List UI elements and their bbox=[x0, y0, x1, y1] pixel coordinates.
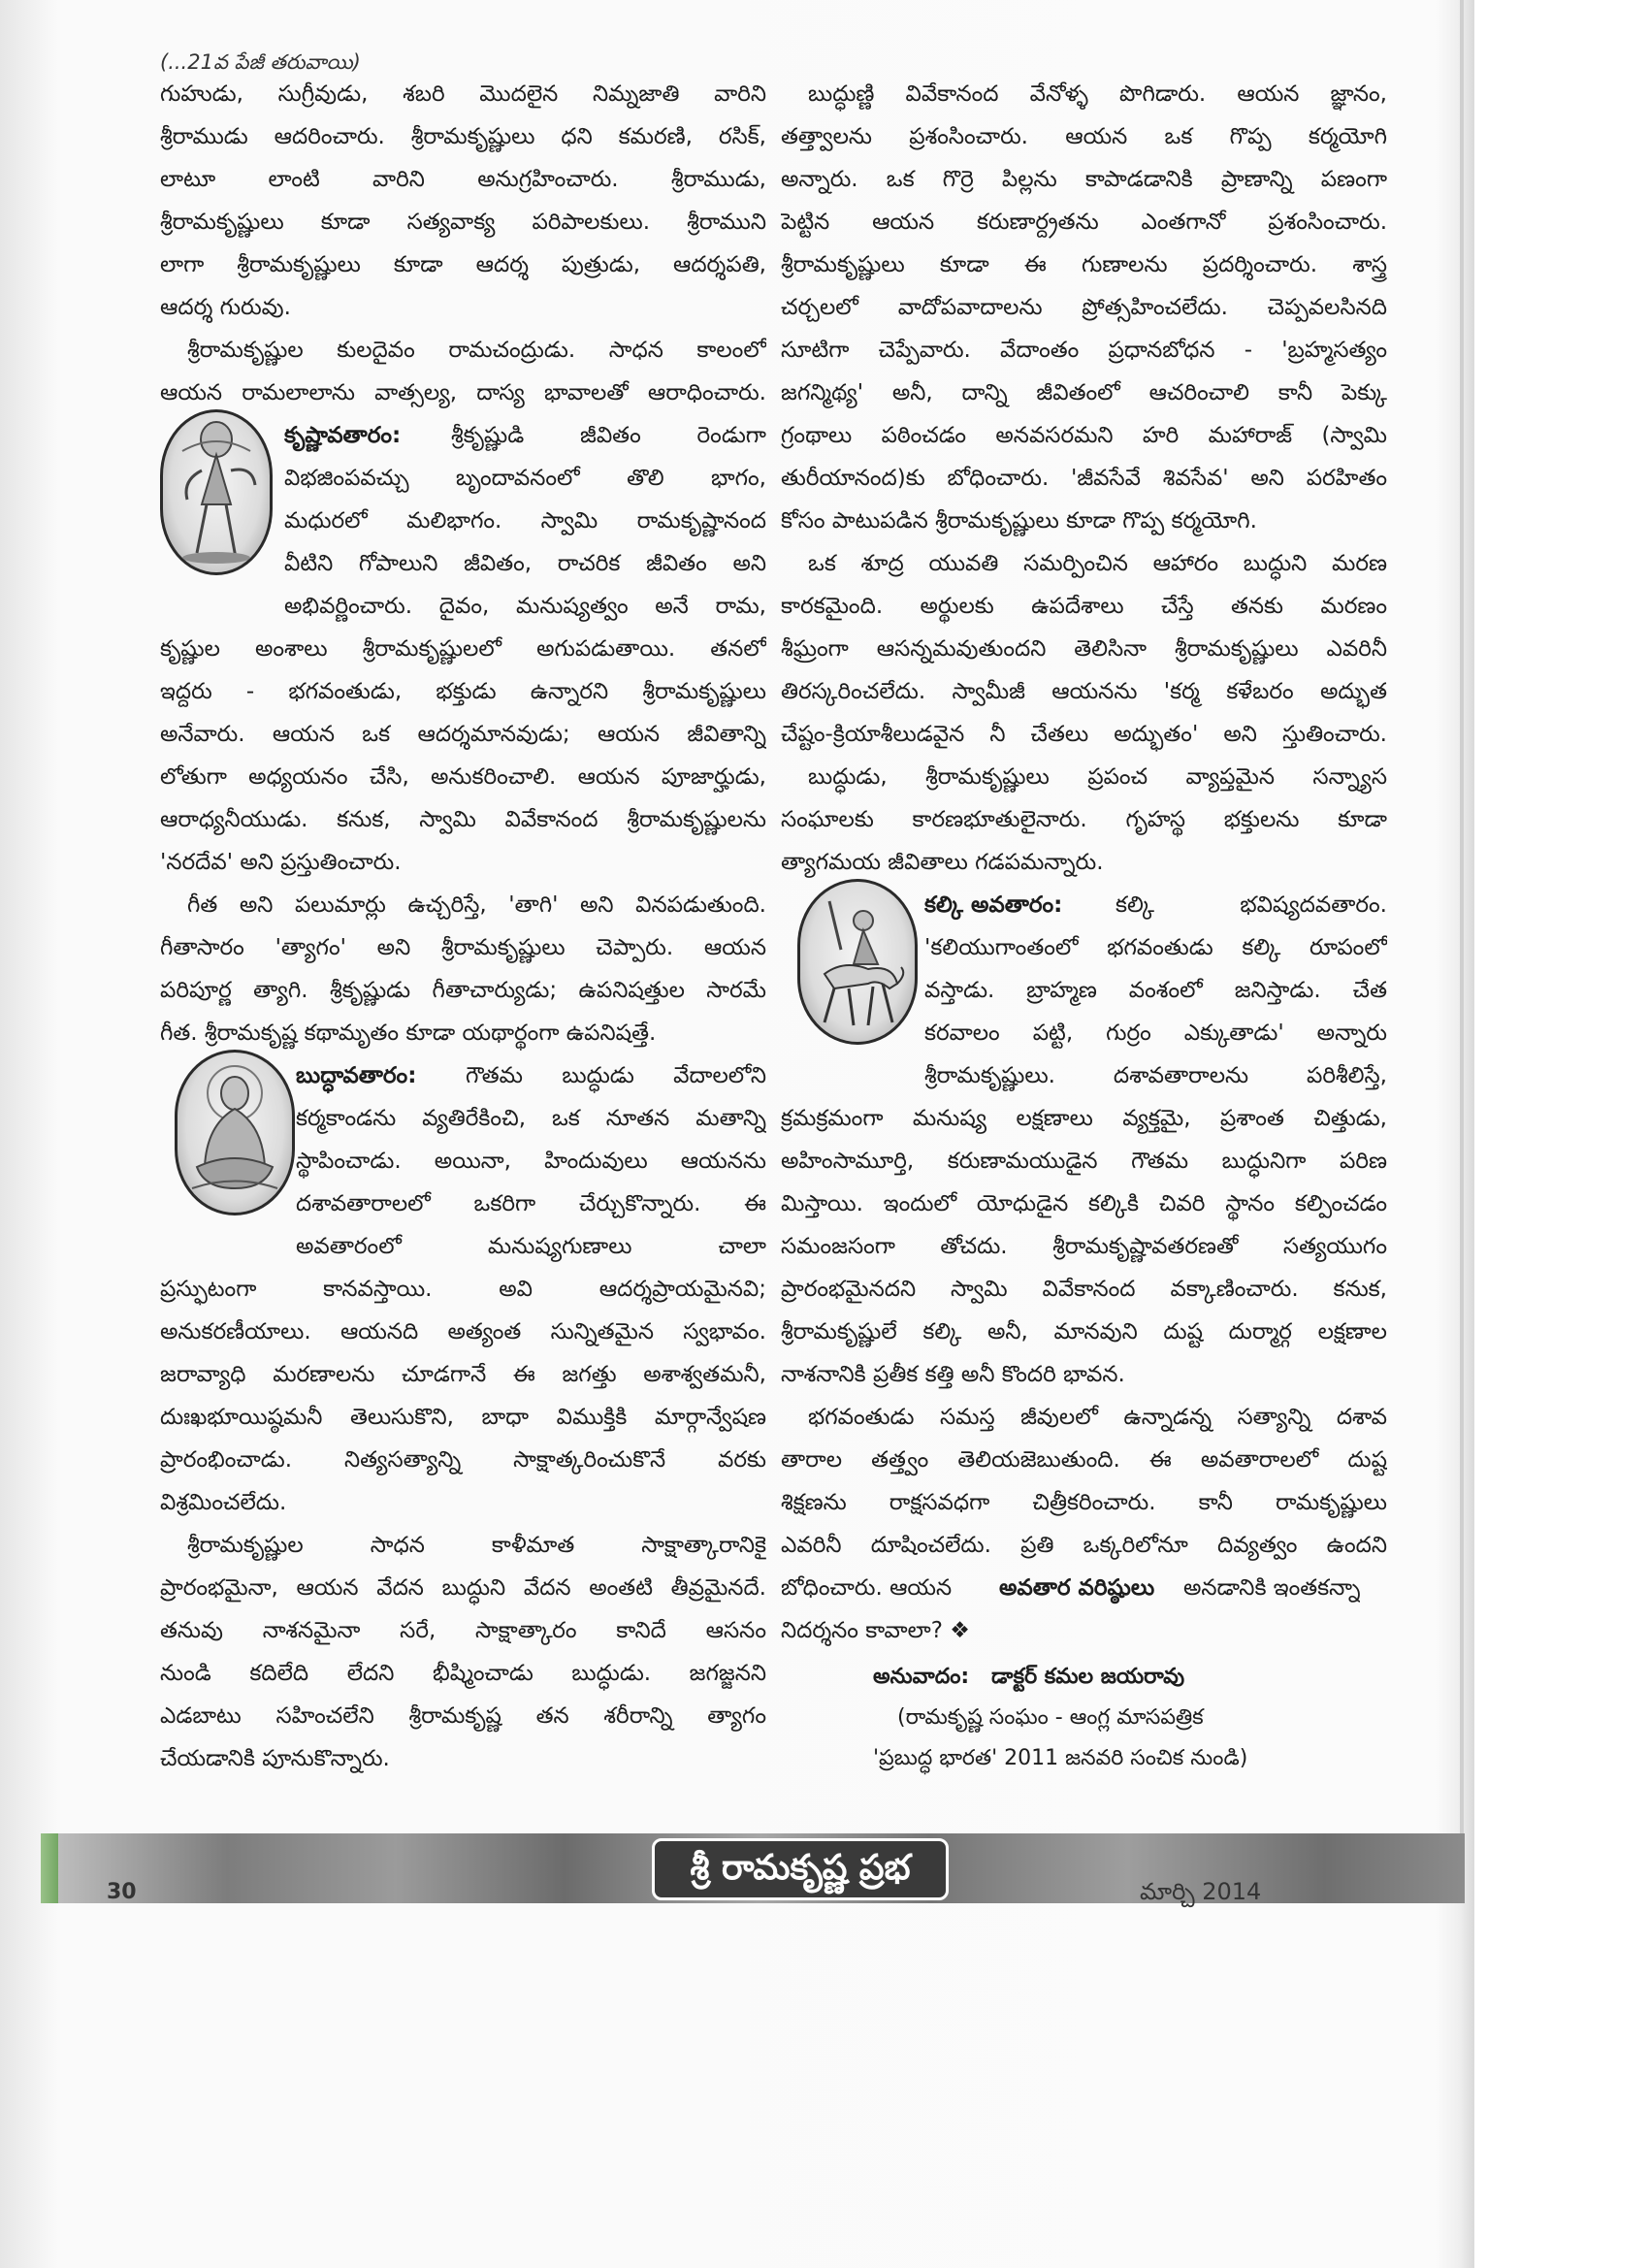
text-line: వీటిని గోపాలుని జీవితం, రాచరిక జీవితం అని bbox=[284, 551, 766, 576]
text-line: అనేవారు. ఆయన ఒక ఆదర్శమానవుడు; ఆయన జీవితాన్ని bbox=[160, 722, 766, 747]
text-line: శ్రీకృష్ణుడి జీవితం రెండుగా bbox=[451, 423, 766, 448]
text-line: గీతాసారం 'త్యాగం' అని శ్రీరామకృష్ణులు చెప్పారు. ఆయన bbox=[160, 935, 766, 960]
text-line: క్రమక్రమంగా మనుష్య లక్షణాలు వ్యక్తమై, ప్రశాంత చిత్తుడు, bbox=[781, 1106, 1387, 1131]
text-line: బుద్ధుణ్ణి వివేకానంద వేనోళ్ళ పొగిడారు. ఆయన జ్ఞానం, bbox=[808, 81, 1387, 107]
text-line: ప్రారంభించాడు. నిత్యసత్యాన్ని సాక్షాత్కరించుకొనే వరకు bbox=[160, 1447, 766, 1473]
text-line: చేయడానికి పూనుకొన్నారు. bbox=[160, 1746, 390, 1771]
krishna-figure-icon bbox=[160, 409, 273, 575]
text-line: త్యాగమయ జీవితాలు గడపమన్నారు. bbox=[781, 850, 1104, 875]
text-line: బోధించారు. ఆయన bbox=[781, 1575, 953, 1601]
text-line: సమంజసంగా తోచదు. శ్రీరామకృష్ణావతరణతో సత్యయుగం bbox=[781, 1234, 1387, 1259]
text-line: శ్రీరామకృష్ణులే కల్కి అనీ, మానవుని దుష్ట దుర్మార్గ లక్షణాల bbox=[781, 1319, 1387, 1345]
text-line: అవతారంలో మనుష్యగుణాలు చాలా bbox=[296, 1234, 766, 1259]
text-line: తనువు నాశనమైనా సరే, సాక్షాత్కారం కానిదే ఆసనం bbox=[160, 1618, 766, 1643]
magazine-title: శ్రీ రామకృష్ణ ప్రభ bbox=[652, 1838, 949, 1900]
text-line: శ్రీరామకృష్ణుల సాధన కాళీమాత సాక్షాత్కారానికై bbox=[187, 1533, 766, 1558]
text-line: గౌతమ బుద్ధుడు వేదాలలోని bbox=[466, 1063, 766, 1088]
text-line: ఒక శూద్ర యువతి సమర్పించిన ఆహారం బుద్ధుని మరణ bbox=[808, 551, 1387, 576]
text-line: 'కలియుగాంతంలో భగవంతుడు కల్కి రూపంలో bbox=[924, 935, 1387, 960]
text-line: అన్నారు. ఒక గొర్రె పిల్లను కాపాడడానికి ప్రాణాన్ని పణంగా bbox=[781, 167, 1387, 192]
translator-label: అనువాదం: bbox=[873, 1665, 970, 1689]
kalki-horse-rider-icon bbox=[797, 879, 918, 1045]
page-edge-shadow bbox=[0, 0, 58, 2268]
text-line: శ్రీరామకృష్ణులు. దశావతారాలను పరిశీలిస్తే, bbox=[924, 1063, 1387, 1088]
page-edge-right bbox=[1460, 0, 1464, 1901]
text-line: లోతుగా అధ్యయనం చేసి, అనుకరించాలి. ఆయన పూజార్హుడు, bbox=[160, 764, 766, 790]
section-label-buddha: బుద్ధావతారం: bbox=[296, 1063, 417, 1088]
scan-margin bbox=[1474, 0, 1649, 2268]
text-line: ఆయన రామలాలాను వాత్సల్య, దాస్య భావాలతో ఆరాధించారు. bbox=[160, 380, 766, 405]
text-line: కారకమైంది. అర్థులకు ఉపదేశాలు చేస్తే తనకు మరణం bbox=[781, 594, 1387, 619]
source-line: (రామకృష్ణ సంఘం - ఆంగ్ల మాసపత్రిక bbox=[897, 1705, 1204, 1730]
text-line: తిరస్కరించలేదు. స్వామీజీ ఆయనను 'కర్మ కళేబరం అద్భుత bbox=[781, 679, 1387, 704]
text-line: అనడానికి ఇంతకన్నా bbox=[1183, 1575, 1361, 1601]
text-line: దశావతారాలలో ఒకరిగా చేర్చుకొన్నారు. ఈ bbox=[296, 1191, 766, 1216]
continuation-note: (...21వ పేజీ తరువాయి) bbox=[160, 50, 361, 74]
text-line: ప్రారంభమైనా, ఆయన వేదన బుద్ధుని వేదన అంతటి తీవ్రమైనదే. bbox=[160, 1575, 766, 1601]
text-line: విశ్రమించలేదు. bbox=[160, 1490, 287, 1515]
text-line: కోసం పాటుపడిన శ్రీరామకృష్ణులు కూడా గొప్ప కర్మయోగి. bbox=[781, 508, 1257, 534]
source-line: 'ప్రబుద్ధ భారత' 2011 జనవరి సంచిక నుండి) bbox=[873, 1746, 1248, 1770]
text-line: మిస్తాయి. ఇందులో యోధుడైన కల్కికి చివరి స్థానం కల్పించడం bbox=[781, 1191, 1387, 1216]
text-line: అహింసామూర్తి, కరుణామయుడైన గౌతమ బుద్ధునిగా పరిణ bbox=[781, 1149, 1387, 1174]
text-line: తారాల తత్త్వం తెలియజెబుతుంది. ఈ అవతారాలలో దుష్ట bbox=[781, 1447, 1387, 1473]
text-line: మధురలో మలిభాగం. స్వామి రామకృష్ణానంద bbox=[284, 508, 766, 534]
text-line: నాశనానికి ప్రతీక కత్తి అనీ కొందరి భావన. bbox=[781, 1362, 1125, 1387]
text-line: అనుకరణీయాలు. ఆయనది అత్యంత సున్నితమైన స్వభావం. bbox=[160, 1319, 766, 1345]
text-line: గ్రంథాలు పఠించడం అనవసరమని హరి మహారాజ్ (స్వామి bbox=[781, 423, 1387, 448]
text-line: నిదర్శనం కావాలా? ❖ bbox=[781, 1618, 970, 1643]
text-line: విభజింపవచ్చు బృందావనంలో తొలి భాగం, bbox=[284, 466, 766, 491]
text-line: లాటూ లాంటి వారిని అనుగ్రహించారు. శ్రీరాముడు, bbox=[160, 167, 766, 192]
text-line: స్థాపించాడు. అయినా, హిందువులు ఆయనను bbox=[296, 1149, 766, 1174]
text-line: భగవంతుడు సమస్త జీవులలో ఉన్నాడన్న సత్యాన్ని దశావ bbox=[808, 1405, 1387, 1430]
buddha-figure-icon bbox=[175, 1050, 295, 1215]
text-line: ఆదర్శ గురువు. bbox=[160, 295, 291, 320]
text-line: దుఃఖభూయిష్ఠమనీ తెలుసుకొని, బాధా విముక్తికి మార్గాన్వేషణ bbox=[160, 1405, 766, 1430]
text-line: తత్త్వాలను ప్రశంసించారు. ఆయన ఒక గొప్ప కర్మయోగి bbox=[781, 124, 1387, 149]
section-label-kalki: కల్కి అవతారం: bbox=[924, 892, 1063, 918]
text-line: శీఘ్రంగా ఆసన్నమవుతుందని తెలిసినా శ్రీరామకృష్ణులు ఎవరినీ bbox=[781, 636, 1387, 662]
text-line: చర్చలలో వాదోపవాదాలను ప్రోత్సహించలేదు. చెప్పవలసినది bbox=[781, 295, 1387, 320]
text-line: జరావ్యాధి మరణాలను చూడగానే ఈ జగత్తు అశాశ్వతమనీ, bbox=[160, 1362, 766, 1387]
text-line: ప్రస్ఫుటంగా కానవస్తాయి. అవి ఆదర్శప్రాయమైనవి; bbox=[160, 1277, 766, 1302]
text-line: శ్రీరామకృష్ణులు కూడా సత్యవాక్య పరిపాలకులు. శ్రీరాముని bbox=[160, 210, 766, 235]
page-number: 30 bbox=[107, 1880, 137, 1904]
text-line: కల్కి భవిష్యదవతారం. bbox=[1116, 892, 1387, 918]
text-line: 'నరదేవ' అని ప్రస్తుతించారు. bbox=[160, 850, 402, 875]
text-line: శ్రీరామకృష్ణులు కూడా ఈ గుణాలను ప్రదర్శించారు. శాస్త్ర bbox=[781, 252, 1387, 277]
text-line: పెట్టిన ఆయన కరుణార్ద్రతను ఎంతగానో ప్రశంసించారు. bbox=[781, 210, 1387, 235]
text-line: శిక్షణను రాక్షసవధగా చిత్రీకరించారు. కానీ రామకృష్ణులు bbox=[781, 1490, 1387, 1515]
text-line: శ్రీరాముడు ఆదరించారు. శ్రీరామకృష్ణులు ధని కమరణి, రసిక్, bbox=[160, 124, 766, 149]
text-line: ప్రారంభమైనదని స్వామి వివేకానంద వక్కాణించారు. కనుక, bbox=[781, 1277, 1387, 1302]
text-line: శ్రీరామకృష్ణుల కులదైవం రామచంద్రుడు. సాధన కాలంలో bbox=[187, 338, 766, 363]
translator-name: డాక్టర్ కమల జయరావు bbox=[991, 1665, 1185, 1689]
text-line: జగన్మిథ్య' అనీ, దాన్ని జీవితంలో ఆచరించాలి కానీ పెక్కు bbox=[781, 380, 1387, 405]
text-line: సూటిగా చెప్పేవారు. వేదాంతం ప్రధానబోధన - 'బ్రహ్మసత్యం bbox=[781, 338, 1387, 363]
text-line: అభివర్ణించారు. దైవం, మనుష్యత్వం అనే రామ, bbox=[284, 594, 766, 619]
text-line: నుండి కదిలేది లేదని భీష్మించాడు బుద్ధుడు. జగజ్జనని bbox=[160, 1661, 766, 1686]
text-line: తురీయానంద)కు బోధించారు. 'జీవసేవే శివసేవ' అని పరహితం bbox=[781, 466, 1387, 491]
text-line: గీత. శ్రీరామకృష్ణ కథామృతం కూడా యథార్థంగా ఉపనిషత్తే. bbox=[160, 1021, 657, 1046]
text-line: ఆరాధ్యనీయుడు. కనుక, స్వామి వివేకానంద శ్రీరామకృష్ణులను bbox=[160, 807, 766, 832]
bold-phrase-avatar: అవతార వరిష్ఠులు bbox=[999, 1575, 1155, 1601]
issue-date: మార్చి 2014 bbox=[1140, 1878, 1262, 1905]
text-line: సంఘాలకు కారణభూతులైనారు. గృహస్థ భక్తులను కూడా bbox=[781, 807, 1387, 832]
text-line: ఎడబాటు సహించలేని శ్రీరామకృష్ణ తన శరీరాన్ని త్యాగం bbox=[160, 1703, 766, 1729]
text-line: వస్తాడు. బ్రాహ్మణ వంశంలో జనిస్తాడు. చేత bbox=[924, 978, 1387, 1003]
text-line: కృష్ణుల అంశాలు శ్రీరామకృష్ణులలో అగుపడుతాయి. తనలో bbox=[160, 636, 766, 662]
section-label-krishna: కృష్ణావతారం: bbox=[284, 423, 402, 448]
text-line: గుహుడు, సుగ్రీవుడు, శబరి మొదలైన నిమ్నజాతి వారిని bbox=[160, 81, 766, 107]
text-line: ఎవరినీ దూషించలేదు. ప్రతి ఒక్కరిలోనూ దివ్యత్వం ఉందని bbox=[781, 1533, 1387, 1558]
text-line: కర్మకాండను వ్యతిరేకించి, ఒక నూతన మతాన్ని bbox=[296, 1106, 766, 1131]
text-line: గీత అని పలుమార్లు ఉచ్చరిస్తే, 'తాగి' అని వినపడుతుంది. bbox=[187, 892, 766, 918]
text-line: ఇద్దరు - భగవంతుడు, భక్తుడు ఉన్నారని శ్రీరామకృష్ణులు bbox=[160, 679, 766, 704]
text-line: చేష్టం-క్రియాశీలుడవైన నీ చేతలు అద్భుతం' అని స్తుతించారు. bbox=[781, 722, 1387, 747]
text-line: కరవాలం పట్టి, గుర్రం ఎక్కుతాడు' అన్నారు bbox=[924, 1021, 1387, 1046]
text-line: పరిపూర్ణ త్యాగి. శ్రీకృష్ణుడు గీతాచార్యుడు; ఉపనిషత్తుల సారమే bbox=[160, 978, 766, 1003]
text-line: బుద్ధుడు, శ్రీరామకృష్ణులు ప్రపంచ వ్యాప్తమైన సన్న్యాస bbox=[808, 764, 1387, 790]
text-line: లాగా శ్రీరామకృష్ణులు కూడా ఆదర్శ పుత్రుడు, ఆదర్శపతి, bbox=[160, 252, 766, 277]
